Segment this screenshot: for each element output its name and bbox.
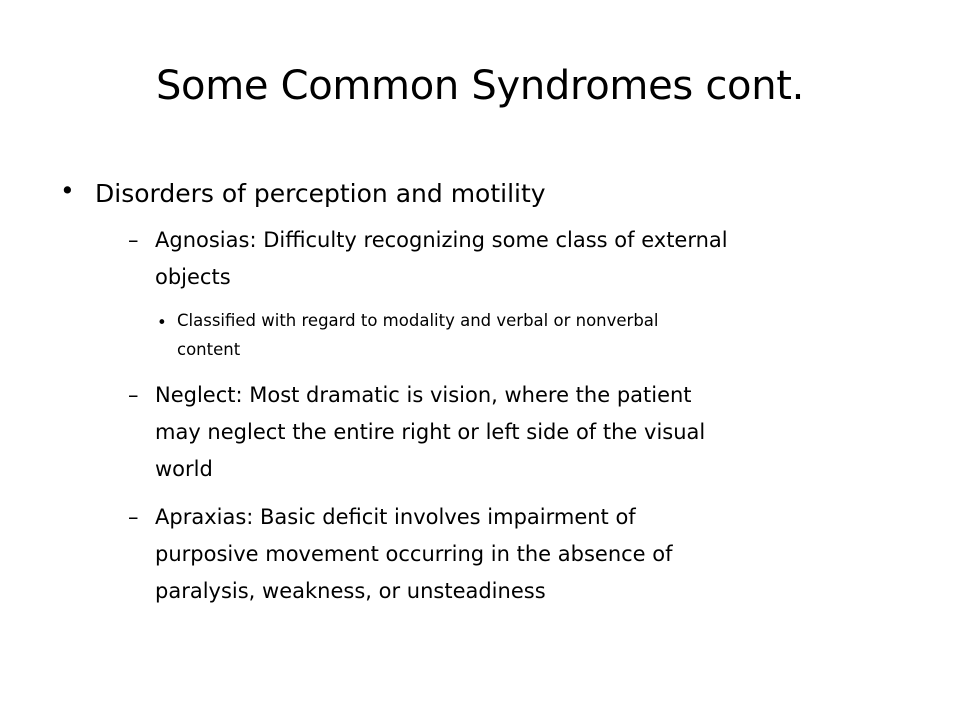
dash-icon: –	[128, 505, 139, 529]
subitem-apraxias-line-3: paralysis, weakness, or unsteadiness	[155, 579, 546, 603]
subitem-classified-line-2: content	[177, 340, 241, 359]
subitem-classified-line-1: Classified with regard to modality and verbal or nonverbal	[177, 311, 659, 330]
subitem-apraxias-line-2: purposive movement occurring in the absence of	[155, 542, 673, 566]
subitem-neglect-line-2: may neglect the entire right or left side of the visual	[155, 420, 706, 444]
dash-icon: –	[128, 228, 139, 252]
subitem-agnosias-line-1: Agnosias: Difficulty recognizing some class of external	[155, 228, 728, 252]
bullet-icon: •	[60, 176, 75, 205]
subitem-neglect-line-3: world	[155, 457, 213, 481]
subitem-neglect-line-1: Neglect: Most dramatic is vision, where the patient	[155, 383, 692, 407]
bullet-main: Disorders of perception and motility	[95, 179, 546, 208]
dash-icon: –	[128, 383, 139, 407]
subitem-agnosias-line-2: objects	[155, 265, 231, 289]
subitem-apraxias-line-1: Apraxias: Basic deficit involves impairment of	[155, 505, 636, 529]
bullet-icon: •	[157, 313, 167, 332]
slide-title: Some Common Syndromes cont.	[155, 63, 805, 109]
